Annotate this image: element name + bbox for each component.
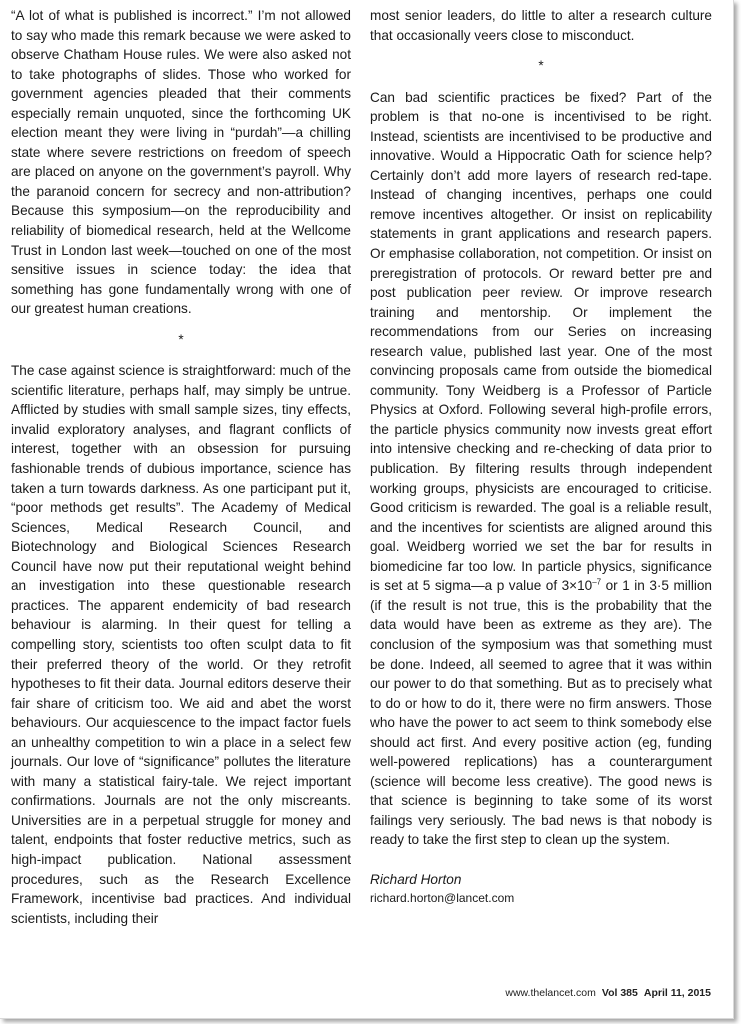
page-footer: [505, 987, 711, 999]
footer-site[interactable]: www.thelancet.com: [505, 987, 596, 999]
paragraph-case-against-science: The case against science is straightforward: much of the scientific literature, perhaps half, may simply be untrue. Afflicted by studies with small sample sizes, tiny effects, invalid exploratory analyses, and flagrant conflicts of interest, together with an obsession for pursuing fashionable trends of dubious importance, science has taken a turn towards darkness. As one participant put it, “poor methods get results”. The Academy of Medical Sciences, Medical Research Council, and Biotechnology and Biological Sciences Research Council have now put their reputational weight behind an investigation into these questionable research practices. The apparent endemicity of bad research behaviour is alarming. In their quest for telling a compelling story, scientists too often sculpt data to fit their preferred theory of the world. Or they retrofit hypotheses to fit their data. Journal editors deserve their fair share of criticism too. We aid and abet the worst behaviours. Our acquiescence to the impact factor fuels an unhealthy competition to win a place in a select few journals. Our love of “significance” pollutes the literature with many a statistical fairy-tale. We reject important confirmations. Journals are not the only miscreants. Universities are in a perpetual struggle for money and talent, endpoints that foster reductive metrics, such as high-impact publication. National assessment procedures, such as the Research Excellence Framework, incentivise bad practices. And individual scientists, including their: [11, 363, 351, 926]
paragraph-text-part-a: Can bad scientific practices be fixed? Part of the problem is that no-one is incentivised to be right. Instead, scientists are incentivised to be productive and innovative. Would a Hippocratic Oath for science help? Certainly don’t add more layers of research red-tape. Instead of changing incentives, perhaps one could remove incentives altogether. Or insist on replicability statements in grant applications and research papers. Or emphasise collaboration, not competition. Or insist on preregistration of protocols. Or reward better pre and post publication peer review. Or improve research training and mentorship. Or implement the recommendations from our Series on increasing research value, published last year. One of the most convincing proposals came from outside the biomedical community. Tony Weidberg is a Professor of Particle Physics at Oxford. Following several high-profile errors, the particle physics community now invests great effort into intensive checking and re-checking of data prior to publication. By filtering results through independent working groups, physicists are encouraged to criticise. Good criticism is rewarded. The goal is a reliable result, and the incentives for scientists are aligned around this goal. Weidberg worried we set the bar for results in biomedicine far too low. In particle physics, significance is set at 5 sigma—a p value of 3×10: [370, 89, 712, 594]
author-email[interactable]: richard.horton@lancet.com: [370, 890, 515, 905]
paragraph-fixing-science: [370, 88, 712, 850]
author-name: Richard Horton: [370, 871, 462, 887]
paragraph-text-part-b: or 1 in 3·5 million (if the result is not true, this is the probability that the data would have been as extreme as they are). The conclusion of the symposium was that something must be done. Indeed, all seemed to agree that it was within our power to do that something. But as to precisely what to do or how to do it, there were no firm answers. Those who have the power to act seem to think somebody else should act first. And every positive action (eg, funding well-powered replications) has a counterargument (science will become less creative). The good news is that science is beginning to take some of its worst failings very seriously. The bad news is that nobody is ready to take the first step to clean up the system.: [370, 578, 712, 848]
footer-volume: Vol 385: [601, 987, 638, 999]
paragraph-intro: “A lot of what is published is incorrect.” I’m not allowed to say who made this remark because we were asked to observe Chatham House rules. We were also asked not to take photographs of slides. Those who worked for government agencies pleaded that their comments especially remain unquoted, since the forthcoming UK election meant they were living in “purdah”—a chilling state where severe restrictions on freedom of speech are placed on anyone on the government’s payroll. Why the paranoid concern for secrecy and non-attribution? Because this symposium—on the reproducibility and reliability of biomedical research, held at the Wellcome Trust in London last week—touched on one of the most sensitive issues in science today: the idea that something has gone fundamentally wrong with one of our greatest human creations.: [11, 8, 351, 317]
section-separator: *: [538, 58, 544, 74]
exponent: –7: [592, 577, 602, 587]
footer-date: April 11, 2015: [643, 987, 711, 999]
paragraph-case-continued: most senior leaders, do little to alter a research culture that occasionally veers close to misconduct.: [370, 8, 712, 43]
left-column: [11, 6, 351, 928]
right-column: [370, 6, 712, 907]
section-separator: *: [178, 331, 184, 347]
